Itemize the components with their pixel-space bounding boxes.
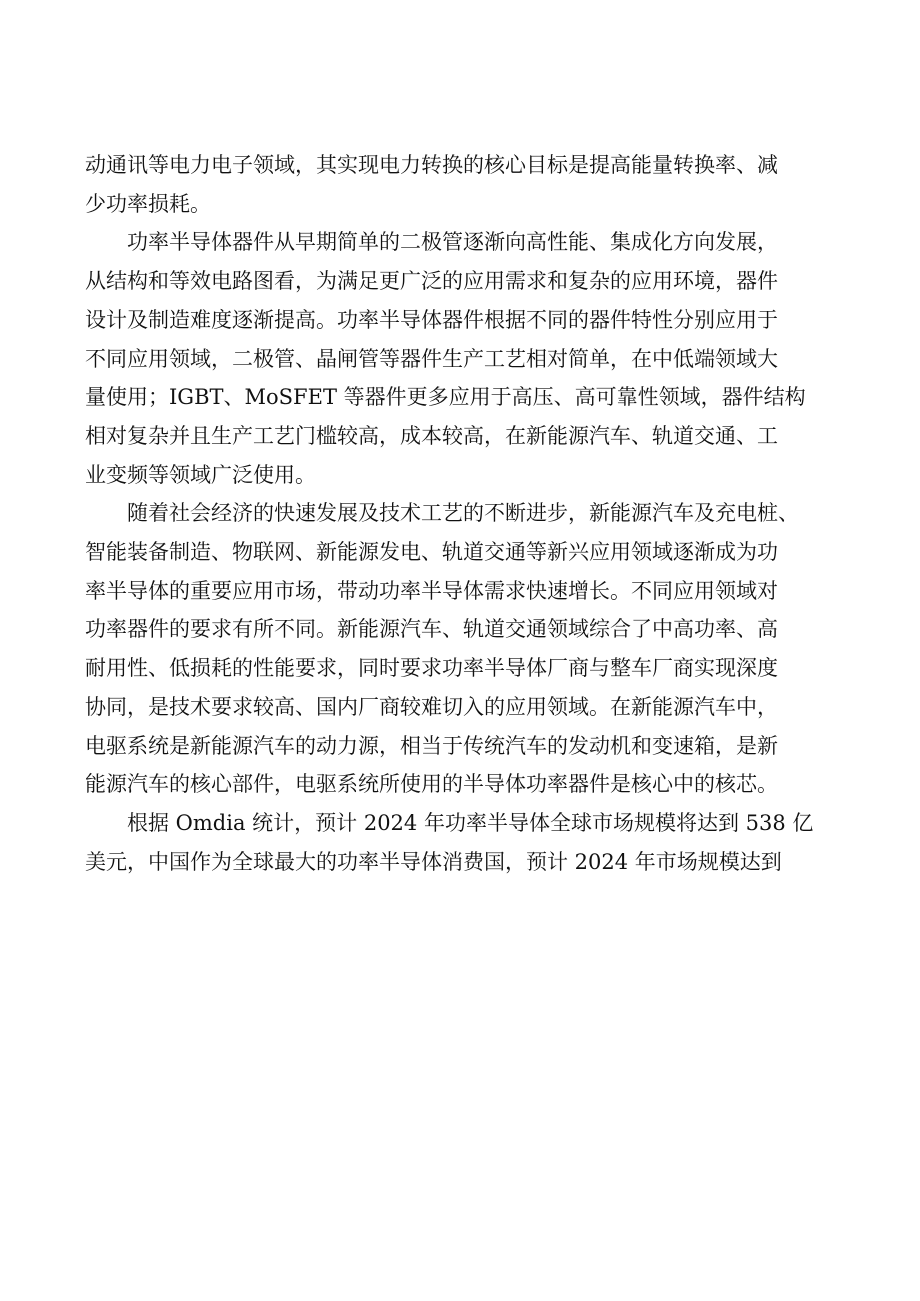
paragraph-3 [85,494,853,804]
text-line: 智能装备制造、物联网、新能源发电、轨道交通等新兴应用领域逐渐成为功 [85,540,778,565]
text-line: 相对复杂并且生产工艺门槛较高，成本较高，在新能源汽车、轨道交通、工 [85,423,778,448]
text-line: 美元，中国作为全球最大的功率半导体消费国，预计 2024 年市场规模达到 [85,849,782,874]
text-line: 动通讯等电力电子领域，其实现电力转换的核心目标是提高能量转换率、减 [85,153,778,177]
text-line: 从结构和等效电路图看，为满足更广泛的应用需求和复杂的应用环境，器件 [85,269,778,294]
text-line: 协同，是技术要求较高、国内厂商较难切入的应用领域。在新能源汽车中， [85,694,778,719]
text-line: 随着社会经济的快速发展及技术工艺的不断进步，新能源汽车及充电桩、 [127,501,799,526]
text-line: 少功率损耗。 [85,191,211,216]
document-page [85,146,853,881]
text-line: 率半导体的重要应用市场，带动功率半导体需求快速增长。不同应用领域对 [85,578,778,603]
paragraph-4 [85,804,853,881]
text-line: 耐用性、低损耗的性能要求，同时要求功率半导体厂商与整车厂商实现深度 [85,656,778,681]
paragraph-2 [85,223,853,494]
text-line: 根据 Omdia 统计，预计 2024 年功率半导体全球市场规模将达到 538 亿 [127,810,814,835]
text-line: 能源汽车的核心部件，电驱系统所使用的半导体功率器件是核心中的核芯。 [85,772,778,797]
text-line: 量使用；IGBT、MoSFET 等器件更多应用于高压、高可靠性领域，器件结构 [85,385,806,410]
text-line: 功率半导体器件从早期简单的二极管逐渐向高性能、集成化方向发展， [127,230,778,255]
paragraph-1 [85,146,853,223]
text-line: 设计及制造难度逐渐提高。功率半导体器件根据不同的器件特性分别应用于 [85,307,778,332]
text-line: 电驱系统是新能源汽车的动力源，相当于传统汽车的发动机和变速箱，是新 [85,733,778,758]
text-line: 功率器件的要求有所不同。新能源汽车、轨道交通领域综合了中高功率、高 [85,617,778,642]
text-line: 业变频等领域广泛使用。 [85,462,316,487]
text-line: 不同应用领域，二极管、晶闸管等器件生产工艺相对简单，在中低端领域大 [85,346,778,371]
